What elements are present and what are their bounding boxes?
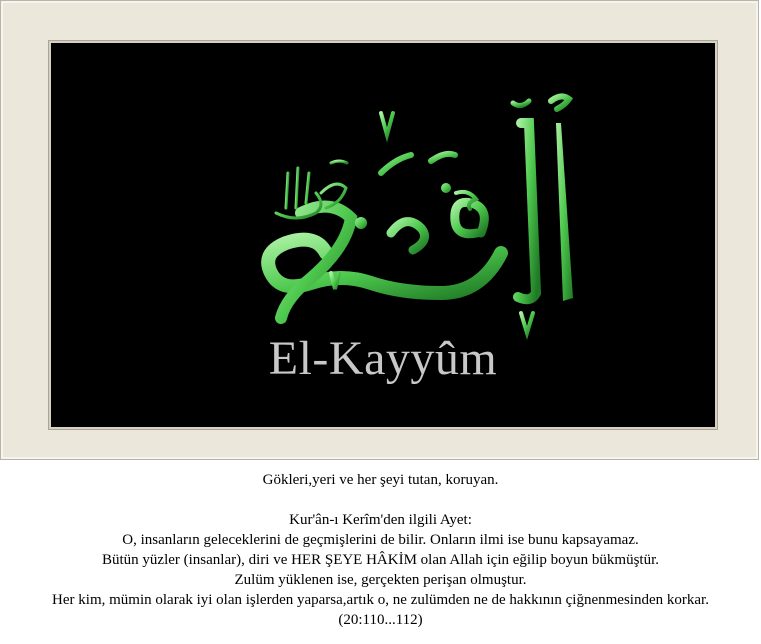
ayet-section [0,510,761,630]
divine-name-title: El-Kayyûm [268,332,498,385]
meaning-text: Gökleri,yeri ve her şeyi tutan, koruyan. [262,472,499,488]
ayet-line: Bütün yüzler (insanlar), diri ve HER ŞEYE HÂKİM olan Allah için eğilip boyun bükmüştür. [101,552,659,568]
ayet-line: Zulüm yüklenen ise, gerçekten perişan olmuştur. [234,572,527,588]
arabic-calligraphy [201,83,621,353]
ayet-reference: (20:110...112) [338,612,423,628]
ayet-line: O, insanların geleceklerini de geçmişlerini de bilir. Onların ilmi ise bunu kapsayamaz. [122,532,639,548]
ayet-line: Her kim, mümin olarak iyi olan işlerden yaparsa,artık o, ne zulümden ne de hakkının çiğnenmesinden korkar. [52,592,709,608]
ayet-heading: Kur'ân-ı Kerîm'den ilgili Ayet: [289,512,472,528]
calligraphy-panel [51,43,715,427]
